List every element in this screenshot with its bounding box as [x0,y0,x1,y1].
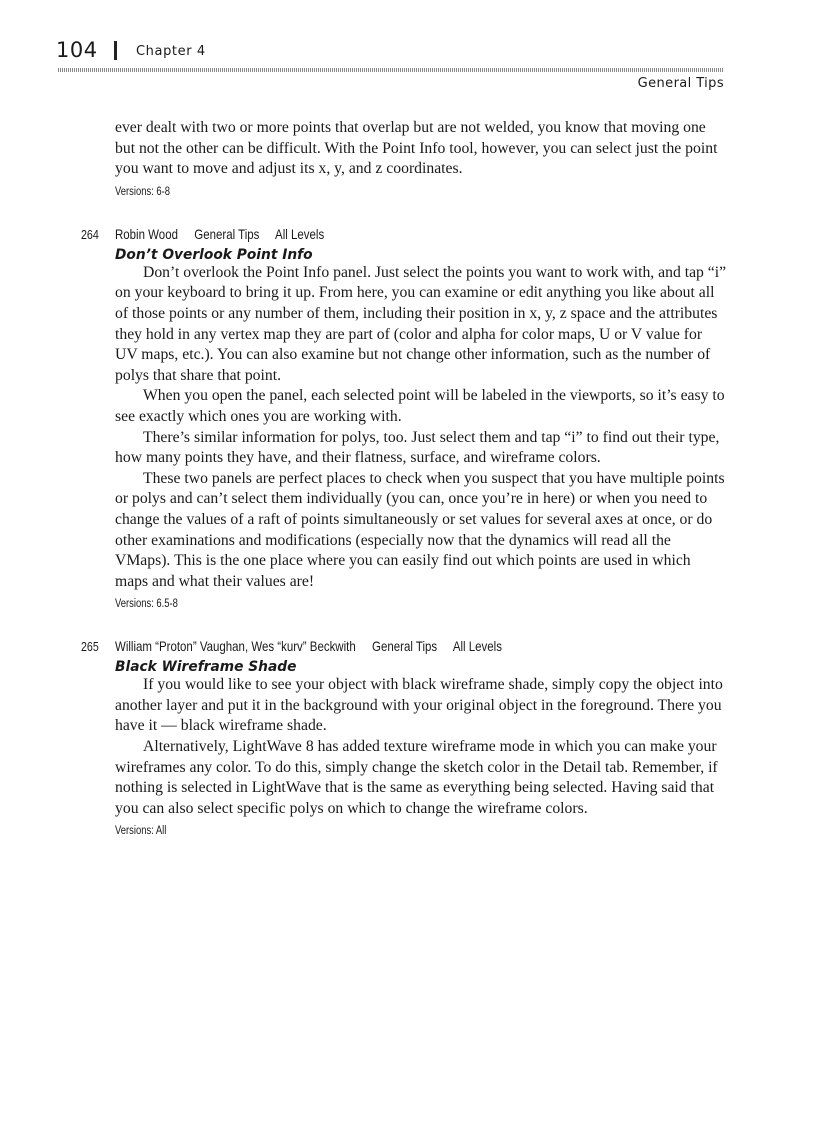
tip-meta [115,638,617,658]
tip-paragraph: These two panels are perfect places to check when you suspect that you have multiple points or polys and can’t select them individually (you can, once you’re in here) or when you need to change the values of a raft of points simultaneously or set values for several axes at once, or do other examinations and modifications (especially now that the dynamics will read all the VMaps). This is the one place where you can easily find out which points are used in which maps and what their values are! [115,469,725,590]
tip-paragraph: Don’t overlook the Point Info panel. Just select the points you want to work with, and tap “i” on your keyboard to bring it up. From here, you can examine or edit anything you like about all of those points or any number of them, including their position in x, y, z space and the attributes they hold in any vertex map they are part of (color and alpha for color maps, U or V value for UV maps, etc.). You can also examine but not change other information, such as the number of polys that share that point. [115,263,727,384]
tip-title: Don’t Overlook Point Info [115,246,313,263]
tip-265 [81,638,727,838]
tip-paragraph: When you open the panel, each selected point will be labeled in the viewports, so it’s easy to see exactly which ones you are working with. [115,387,725,425]
tip-paragraph: If you would like to see your object with black wireframe shade, simply copy the object into another layer and put it in the background with your original object in the foreground. There you have it — black wireframe shade. [115,676,723,735]
tip-category: General Tips [372,638,438,655]
tip-title: Black Wireframe Shade [115,659,297,676]
tip-level: All Levels [452,638,502,655]
running-title: General Tips [637,76,724,91]
tip-number: 264 [81,226,99,242]
tip-paragraph: Alternatively, LightWave 8 has added texture wireframe mode in which you can make your wireframes any color. To do this, simply change the sketch color in the Detail tab. Remember, if nothing is selected in LightWave that is the same as everything being selected. Having said that you can also select specific polys on which to change the wireframe colors. [115,738,718,817]
intro-versions: Versions: 6-8 [115,185,171,198]
chapter-label: Chapter 4 [136,44,206,59]
tip-versions: Versions: All [115,825,167,838]
header-separator [114,41,117,60]
header-rule [58,68,724,72]
page-number: 104 [56,38,98,62]
tip-paragraph: There’s similar information for polys, too. Just select them and tap “i” to find out their type, how many points they have, and their flatness, surface, and wireframe colors. [115,428,720,467]
tip-meta [115,226,617,246]
intro-paragraph: ever dealt with two or more points that overlap but are not welded, you know that moving one but not the other can be difficult. With the Point Info tool, however, you can select just the point you want to move and adjust its x, y, and z coordinates. [115,119,718,178]
page-content [81,118,727,838]
tip-level: All Levels [275,225,325,242]
tip-author: William “Proton” Vaughan, Wes “kurv” Beckwith [115,638,356,655]
tip-number: 265 [81,639,99,655]
tip-264 [81,225,727,611]
tip-versions: Versions: 6.5-8 [115,598,178,611]
tip-category: General Tips [194,225,260,242]
tip-author: Robin Wood [115,225,178,242]
